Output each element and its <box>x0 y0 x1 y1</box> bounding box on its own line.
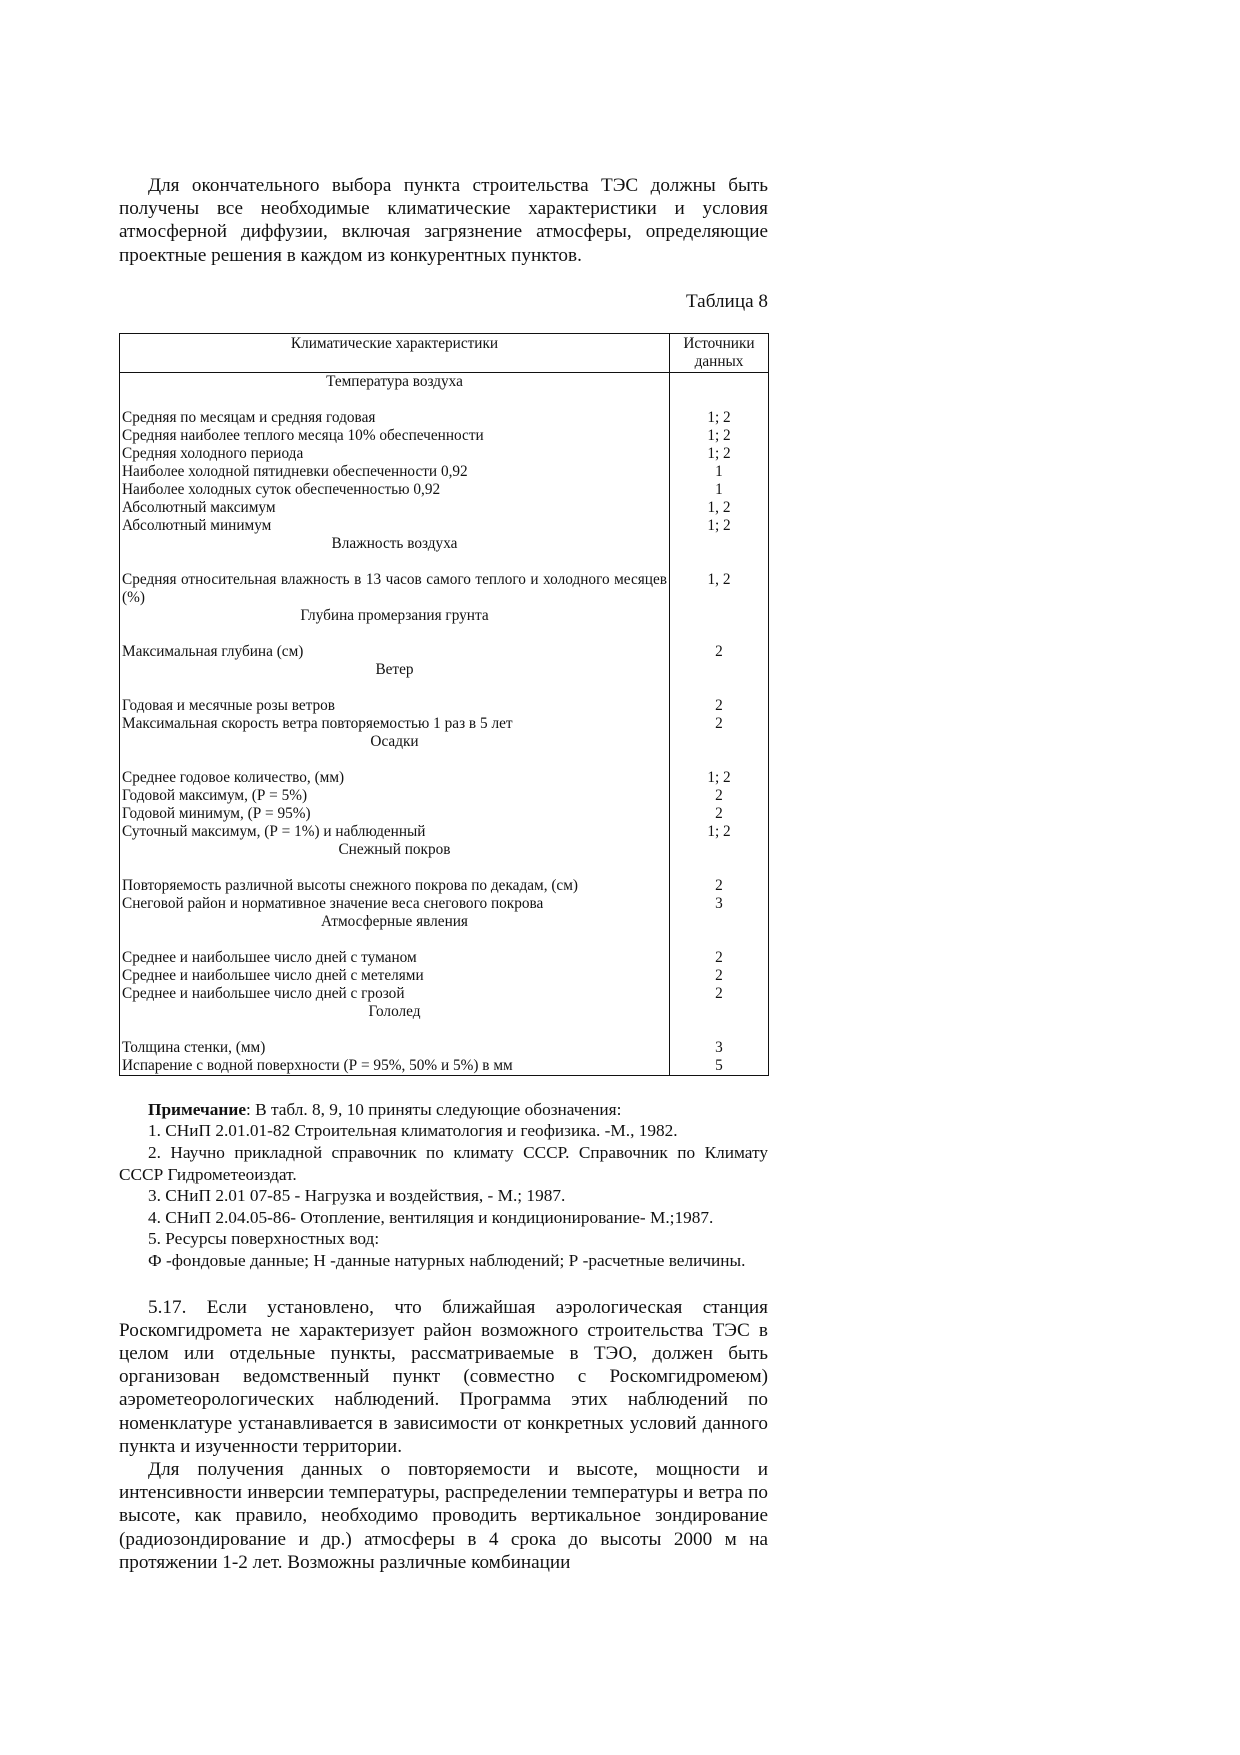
source-cell: 2 <box>715 696 723 714</box>
table-row <box>120 571 769 607</box>
characteristic-cell: Наиболее холодной пятидневки обеспеченности 0,92 <box>120 463 670 481</box>
table-row <box>120 1057 769 1076</box>
table-row <box>120 697 769 715</box>
table-spacer-row <box>120 1021 769 1039</box>
source-cell: 2 <box>715 966 723 984</box>
section-5-17 <box>119 1296 768 1574</box>
characteristic-cell: Повторяемость различной высоты снежного покрова по декадам, (см) <box>120 877 670 895</box>
spacer-cell <box>670 553 769 571</box>
characteristic-cell: Среднее годовое количество, (мм) <box>120 769 670 787</box>
table-row <box>120 949 769 967</box>
spacer-cell <box>670 625 769 643</box>
table-section-row <box>120 372 769 391</box>
characteristic-cell: Среднее и наибольшее число дней с туманом <box>120 949 670 967</box>
section-source-empty <box>670 661 769 679</box>
note-item-legend: Ф -фондовые данные; Н -данные натурных наблюдений; Р -расчетные величины. <box>148 1250 746 1270</box>
characteristic-cell: Средняя по месяцам и средняя годовая <box>120 409 670 427</box>
table-spacer-row <box>120 679 769 697</box>
note-item-3: 3. СНиП 2.01 07-85 - Нагрузка и воздействия, - М.; 1987. <box>148 1186 566 1206</box>
characteristic-cell: Годовой максимум, (Р = 5%) <box>120 787 670 805</box>
characteristic-cell: Средняя холодного периода <box>120 445 670 463</box>
table-row <box>120 643 769 661</box>
section-source-empty <box>670 733 769 751</box>
table-row <box>120 715 769 733</box>
table-row <box>120 409 769 427</box>
section-source-empty <box>670 1003 769 1021</box>
table-row <box>120 877 769 895</box>
table-section-row <box>120 913 769 931</box>
section-title: Глубина промерзания грунта <box>120 607 670 625</box>
characteristic-cell: Абсолютный максимум <box>120 499 670 517</box>
note-item-1: 1. СНиП 2.01.01-82 Строительная климатология и геофизика. -М., 1982. <box>148 1121 678 1141</box>
characteristic-cell: Испарение с водной поверхности (Р = 95%, 50% и 5%) в мм <box>120 1057 670 1076</box>
notes-title: Примечание <box>148 1099 246 1119</box>
source-cell: 1, 2 <box>707 498 731 516</box>
source-cell: 1; 2 <box>707 822 731 840</box>
section-source-empty <box>670 372 769 391</box>
source-cell: 1 <box>715 480 723 498</box>
spacer-cell <box>670 1021 769 1039</box>
characteristic-cell: Толщина стенки, (мм) <box>120 1039 670 1057</box>
spacer-cell <box>670 859 769 877</box>
characteristic-cell: Годовой минимум, (Р = 95%) <box>120 805 670 823</box>
characteristic-cell: Средняя наиболее теплого месяца 10% обеспеченности <box>120 427 670 445</box>
table-row <box>120 967 769 985</box>
intro-paragraph: Для окончательного выбора пункта строительства ТЭС должны быть получены все необходимые климатические характеристики и условия атмосферной диффузии, включая загрязнение атмосферы, определяющие проектные решения в каждом из конкурентных пунктов. <box>119 175 768 266</box>
table-body <box>120 372 769 1075</box>
table-row <box>120 427 769 445</box>
table-row <box>120 805 769 823</box>
source-cell: 5 <box>715 1056 723 1074</box>
spacer-cell <box>120 553 670 571</box>
characteristic-cell: Максимальная глубина (см) <box>120 643 670 661</box>
spacer-cell <box>120 625 670 643</box>
source-cell: 1 <box>715 462 723 480</box>
table-section-row <box>120 1003 769 1021</box>
characteristic-cell: Снеговой район и нормативное значение веса снегового покрова <box>120 895 670 913</box>
note-item-5: 5. Ресурсы поверхностных вод: <box>148 1229 380 1249</box>
characteristic-cell: Максимальная скорость ветра повторяемостью 1 раз в 5 лет <box>120 715 670 733</box>
section-title: Ветер <box>120 661 670 679</box>
spacer-cell <box>120 859 670 877</box>
spacer-cell <box>120 679 670 697</box>
source-cell: 1; 2 <box>707 768 731 786</box>
table-row <box>120 517 769 535</box>
section-title: Осадки <box>120 733 670 751</box>
spacer-cell <box>120 391 670 409</box>
table-row <box>120 895 769 913</box>
source-cell: 2 <box>715 948 723 966</box>
notes-intro: : В табл. 8, 9, 10 приняты следующие обозначения: <box>246 1099 622 1119</box>
document-page <box>119 174 768 1574</box>
spacer-cell <box>120 931 670 949</box>
table-row <box>120 481 769 499</box>
table-row <box>120 463 769 481</box>
spacer-cell <box>670 391 769 409</box>
table-caption: Таблица 8 <box>685 290 768 312</box>
source-cell: 1; 2 <box>707 444 731 462</box>
source-cell: 2 <box>715 984 723 1002</box>
spacer-cell <box>670 751 769 769</box>
header-characteristics: Климатические характеристики <box>120 333 670 372</box>
table-header-row <box>120 333 769 372</box>
section-title: Температура воздуха <box>120 372 670 391</box>
climate-table <box>119 333 769 1076</box>
table-section-row <box>120 661 769 679</box>
section-5-17-paragraph: 5.17. Если установлено, что ближайшая аэрологическая станция Роскомгидромета не характеризует район возможного строительства ТЭС в целом или отдельные пункты, рассматриваемые в ТЭО, должен быть организован ведомственный пункт (совместно с Роскомгидромеюм) аэрометеорологических наблюдений. Программа этих наблюдений по номенклатуре устанавливается в зависимости от конкретных условий данного пункта и изученности территории. <box>119 1296 768 1457</box>
characteristic-cell: Абсолютный минимум <box>120 517 670 535</box>
section-title: Атмосферные явления <box>120 913 670 931</box>
notes-block <box>119 1099 768 1272</box>
source-cell: 3 <box>715 1038 723 1056</box>
table-spacer-row <box>120 859 769 877</box>
table-row <box>120 769 769 787</box>
table-row <box>120 823 769 841</box>
spacer-cell <box>120 751 670 769</box>
header-sources: Источники данных <box>670 333 769 372</box>
section-title: Гололед <box>120 1003 670 1021</box>
source-cell: 2 <box>715 804 723 822</box>
section-title: Влажность воздуха <box>120 535 670 553</box>
characteristic-cell: Суточный максимум, (Р = 1%) и наблюденный <box>120 823 670 841</box>
section-source-empty <box>670 535 769 553</box>
table-section-row <box>120 841 769 859</box>
spacer-cell <box>670 679 769 697</box>
characteristic-cell: Годовая и месячные розы ветров <box>120 697 670 715</box>
table-spacer-row <box>120 391 769 409</box>
spacer-cell <box>670 931 769 949</box>
table-spacer-row <box>120 625 769 643</box>
table-spacer-row <box>120 751 769 769</box>
source-cell: 3 <box>715 894 723 912</box>
table-row <box>120 445 769 463</box>
section-source-empty <box>670 841 769 859</box>
table-row <box>120 1039 769 1057</box>
table-spacer-row <box>120 553 769 571</box>
table-row <box>120 985 769 1003</box>
table-section-row <box>120 733 769 751</box>
spacer-cell <box>120 1021 670 1039</box>
section-source-empty <box>670 913 769 931</box>
notes-heading <box>119 1099 768 1121</box>
characteristic-cell: Наиболее холодных суток обеспеченностью 0,92 <box>120 481 670 499</box>
source-cell: 1; 2 <box>707 408 731 426</box>
source-cell: 2 <box>715 642 723 660</box>
table-section-row <box>120 607 769 625</box>
characteristic-cell: Среднее и наибольшее число дней с метелями <box>120 967 670 985</box>
table-row <box>120 787 769 805</box>
section-title: Снежный покров <box>120 841 670 859</box>
source-cell: 2 <box>715 876 723 894</box>
characteristic-cell: Средняя относительная влажность в 13 часов самого теплого и холодного месяцев (%) <box>120 571 670 607</box>
table-row <box>120 499 769 517</box>
note-item-4: 4. СНиП 2.04.05-86- Отопление, вентиляция и кондиционирование- М.;1987. <box>148 1207 714 1227</box>
section-source-empty <box>670 607 769 625</box>
table-spacer-row <box>120 931 769 949</box>
source-cell: 2 <box>715 714 723 732</box>
characteristic-cell: Среднее и наибольшее число дней с грозой <box>120 985 670 1003</box>
source-cell: 1, 2 <box>707 570 731 588</box>
source-cell: 1; 2 <box>707 426 731 444</box>
note-item-2: 2. Научно прикладной справочник по климату СССР. Справочник по Климату СССР Гидрометеоиздат. <box>119 1143 768 1184</box>
final-paragraph: Для получения данных о повторяемости и высоте, мощности и интенсивности инверсии температуры, распределении температуры и ветра по высоте, как правило, необходимо проводить вертикальное зондирование (радиозондирование и др.) атмосферы в 4 срока до высоты 2000 м на протяжении 1-2 лет. Возможны различные комбинации <box>119 1458 768 1573</box>
table-section-row <box>120 535 769 553</box>
source-cell: 1; 2 <box>707 516 731 534</box>
source-cell: 2 <box>715 786 723 804</box>
